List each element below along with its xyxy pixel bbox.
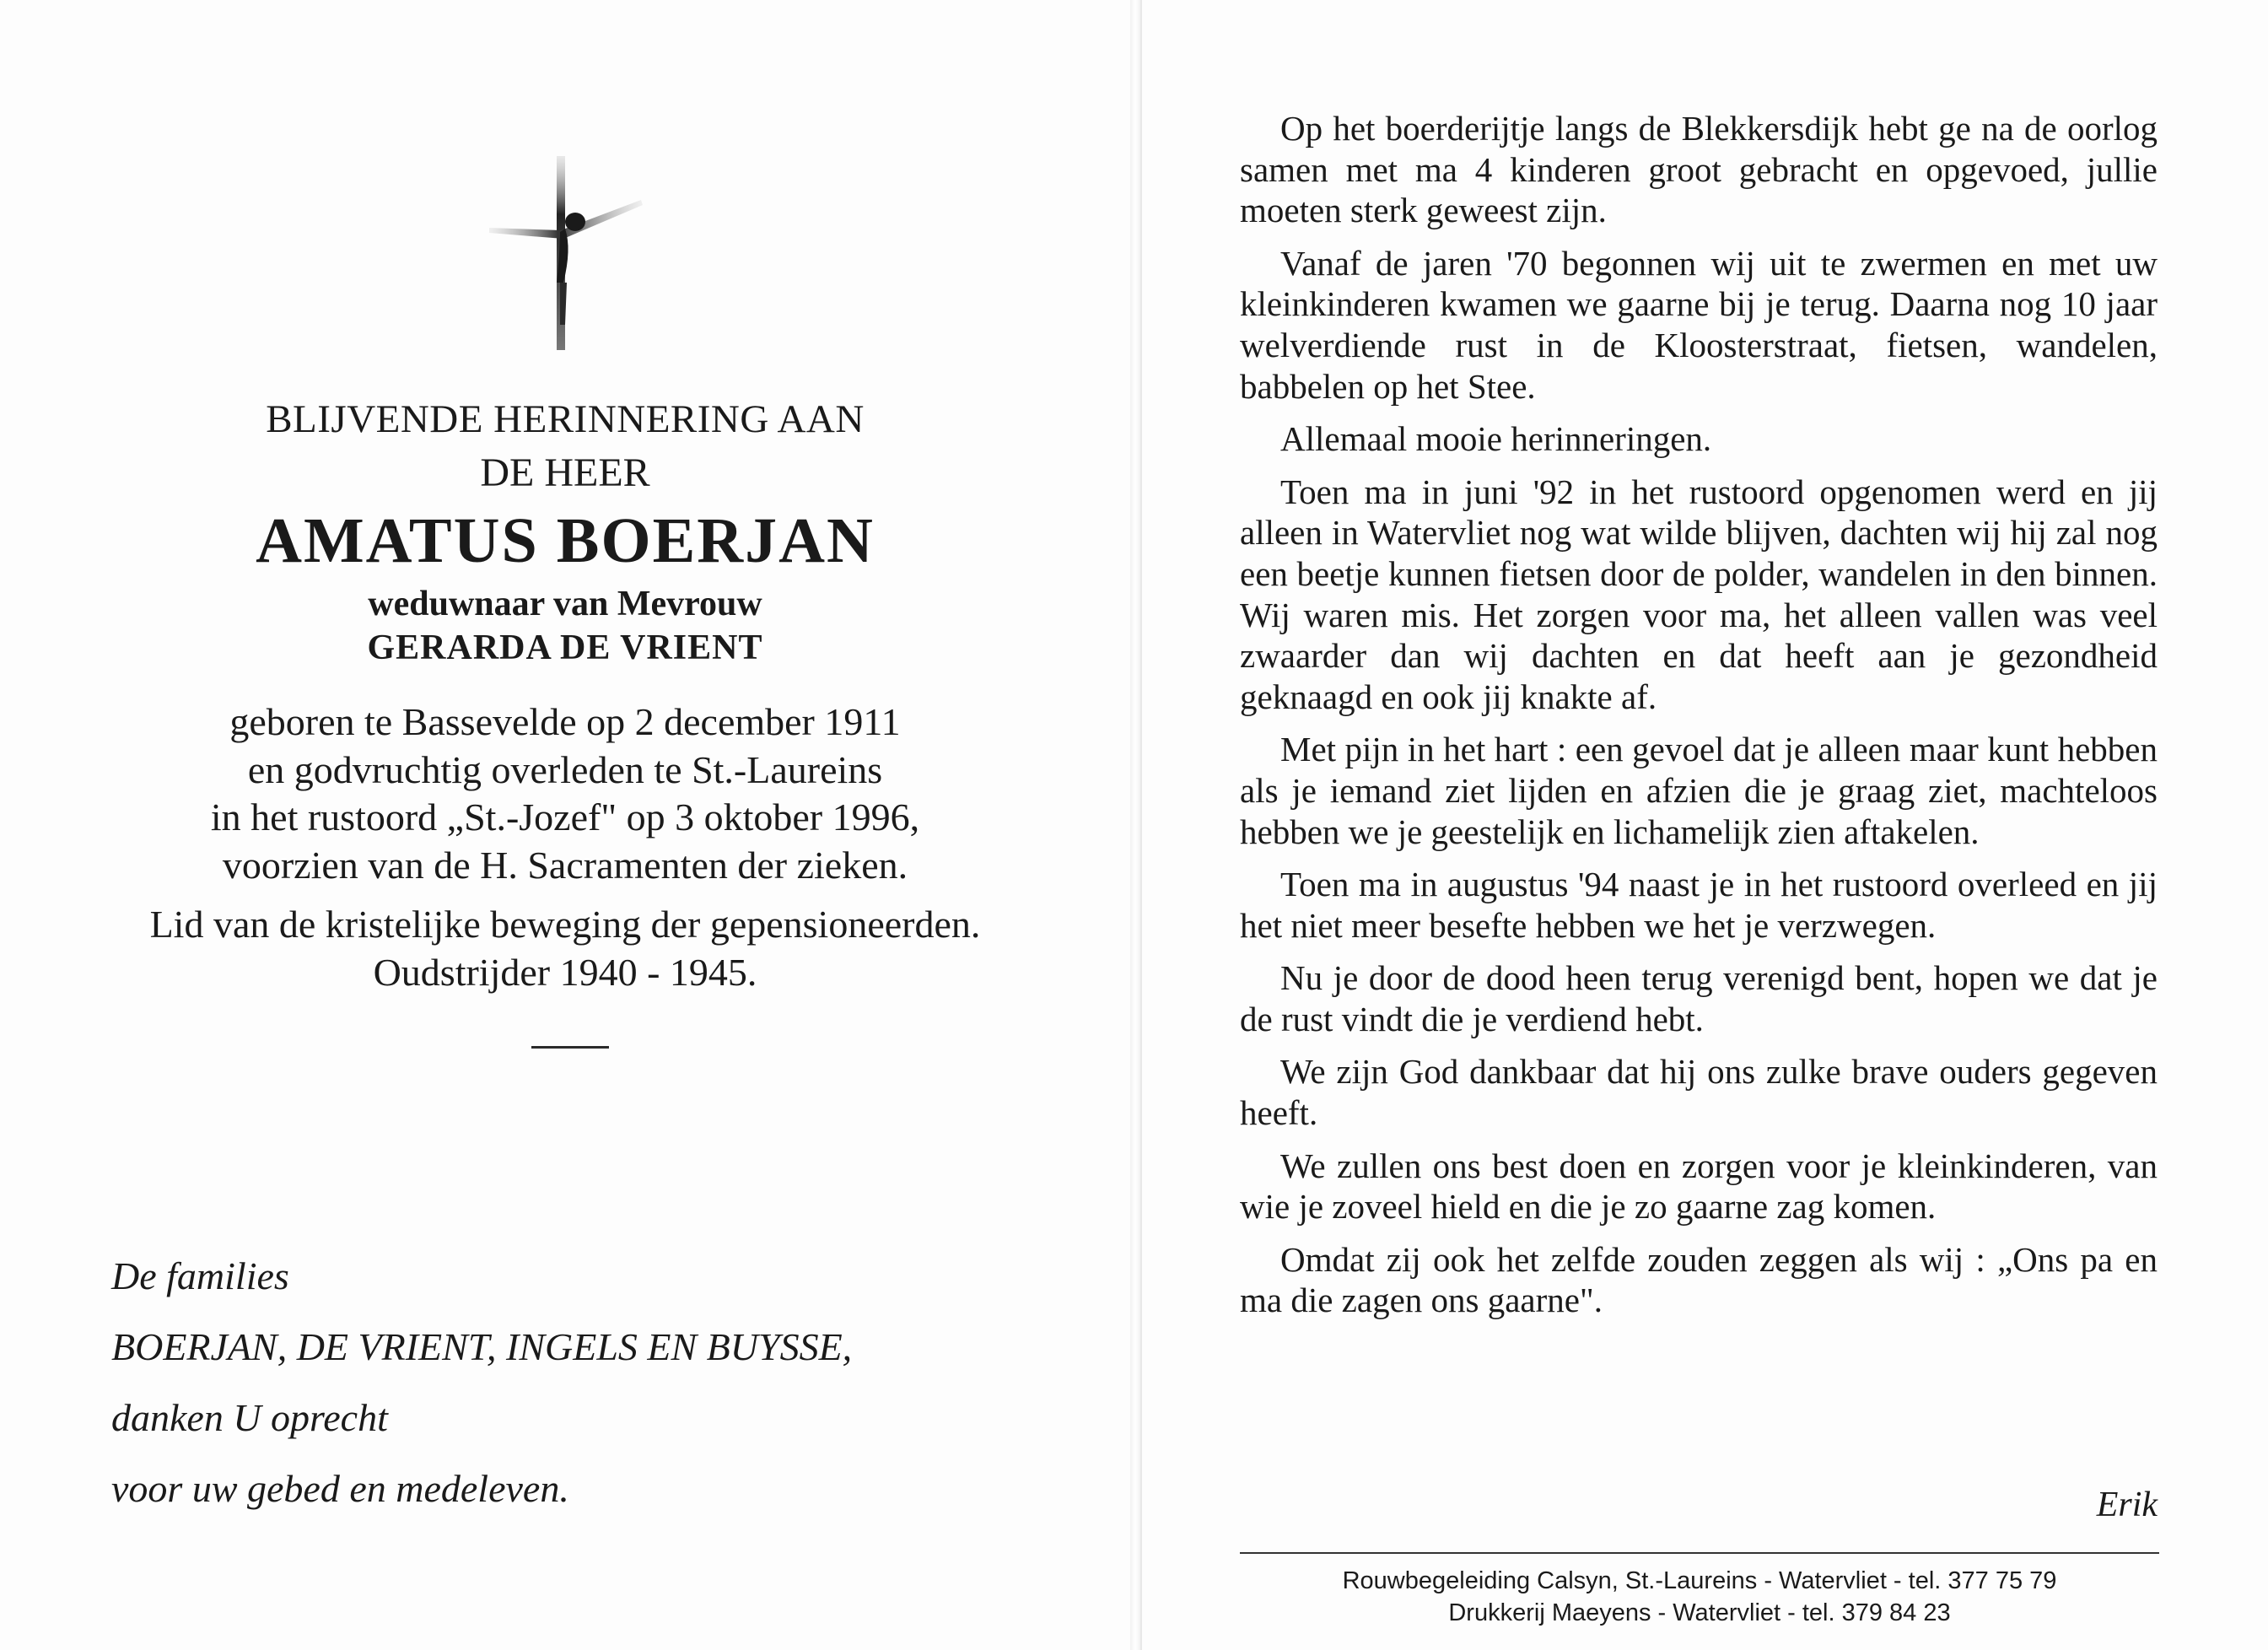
memorial-text <box>1240 108 2158 1333</box>
bio-line: geboren te Bassevelde op 2 december 1911 <box>229 700 901 743</box>
paragraph: Nu je door de dood heen terug verenigd bent, hopen we dat je de rust vindt die je verdiend hebt. <box>1240 958 2158 1038</box>
honorific: DE HEER <box>480 450 650 495</box>
bio-line: in het rustoord „St.-Jozef" op 3 oktober 1996, <box>210 795 920 839</box>
deceased-name: AMATUS BOERJAN <box>256 505 875 576</box>
paragraph: We zijn God dankbaar dat hij ons zulke brave ouders gegeven heeft. <box>1240 1052 2158 1133</box>
thanks-line: BOERJAN, DE VRIENT, INGELS EN BUYSSE, <box>111 1325 853 1368</box>
paragraph: Op het boerderijtje langs de Blekkersdijk hebt ge na de oorlog samen met ma 4 kinderen groot gebracht en opgevoed, jullie moeten sterk geweest zijn. <box>1240 109 2158 230</box>
membership-line: Oudstrijder 1940 - 1945. <box>373 950 757 994</box>
printer-credits <box>1240 1565 2159 1629</box>
spouse-name: GERARDA DE VRIENT <box>367 628 763 667</box>
paragraph: Omdat zij ook het zelfde zouden zeggen als wij : „Ons pa en ma die zagen ons gaarne". <box>1240 1239 2158 1320</box>
paragraph: Allemaal mooie herinneringen. <box>1280 419 1712 459</box>
remembrance-heading: BLIJVENDE HERINNERING AAN <box>266 397 865 441</box>
membership-line: Lid van de kristelijke beweging der gepensioneerden. <box>149 903 981 946</box>
paragraph: Vanaf de jaren '70 begonnen wij uit te zwermen en met uw kleinkinderen kwamen we gaarne bij je terug. Daarna nog 10 jaar welverdiende rust in de Kloosterstraat, fietsen, wandelen, babbelen op het Stee. <box>1240 243 2158 406</box>
footer-line: Rouwbegeleiding Calsyn, St.-Laureins - Watervliet - tel. 377 75 79 <box>1342 1567 2057 1594</box>
paragraph: Met pijn in het hart : een gevoel dat je alleen maar kunt hebben als je iemand ziet lijden en afzien die je graag ziet, machteloos hebben we je geestelijk en lichamelijk zien aftakelen. <box>1240 730 2158 851</box>
crucifix-icon <box>472 148 658 359</box>
thanks-line: danken U oprecht <box>111 1396 388 1439</box>
footer-line: Drukkerij Maeyens - Watervliet - tel. 379 84 23 <box>1448 1599 1951 1626</box>
signature: Erik <box>2096 1486 2158 1524</box>
thanks-line: De families <box>111 1254 289 1297</box>
bio-line: voorzien van de H. Sacramenten der zieken. <box>222 843 908 887</box>
bio-line: en godvruchtig overleden te St.-Laureins <box>247 747 883 791</box>
paragraph: Toen ma in augustus '94 naast je in het rustoord overleed en jij het niet meer besefte hebben we het je verzwegen. <box>1240 865 2158 945</box>
paragraph: Toen ma in juni '92 in het rustoord opgenomen werd en jij alleen in Watervliet nog wat wilde blijven, dachten wij hij zal nog een beetje kunnen fietsen door de polder, wandelen in den binnen. Wij waren mis. Het zorgen voor ma, het alleen vallen was veel zwaarder dan wij dachten en dat heeft aan je gezondheid geknaagd en ook jij knakte af. <box>1240 472 2158 716</box>
footer-rule <box>1240 1552 2159 1554</box>
thanks-line: voor uw gebed en medeleven. <box>111 1467 569 1510</box>
divider <box>531 1046 609 1049</box>
widow-line: weduwnaar van Mevrouw <box>368 585 762 623</box>
paragraph: We zullen ons best doen en zorgen voor je kleinkinderen, van wie je zoveel hield en die je zo gaarne zag komen. <box>1240 1146 2158 1227</box>
family-thanks <box>111 1254 1081 1540</box>
page-fold <box>1130 0 1140 1650</box>
biography <box>84 698 1046 996</box>
